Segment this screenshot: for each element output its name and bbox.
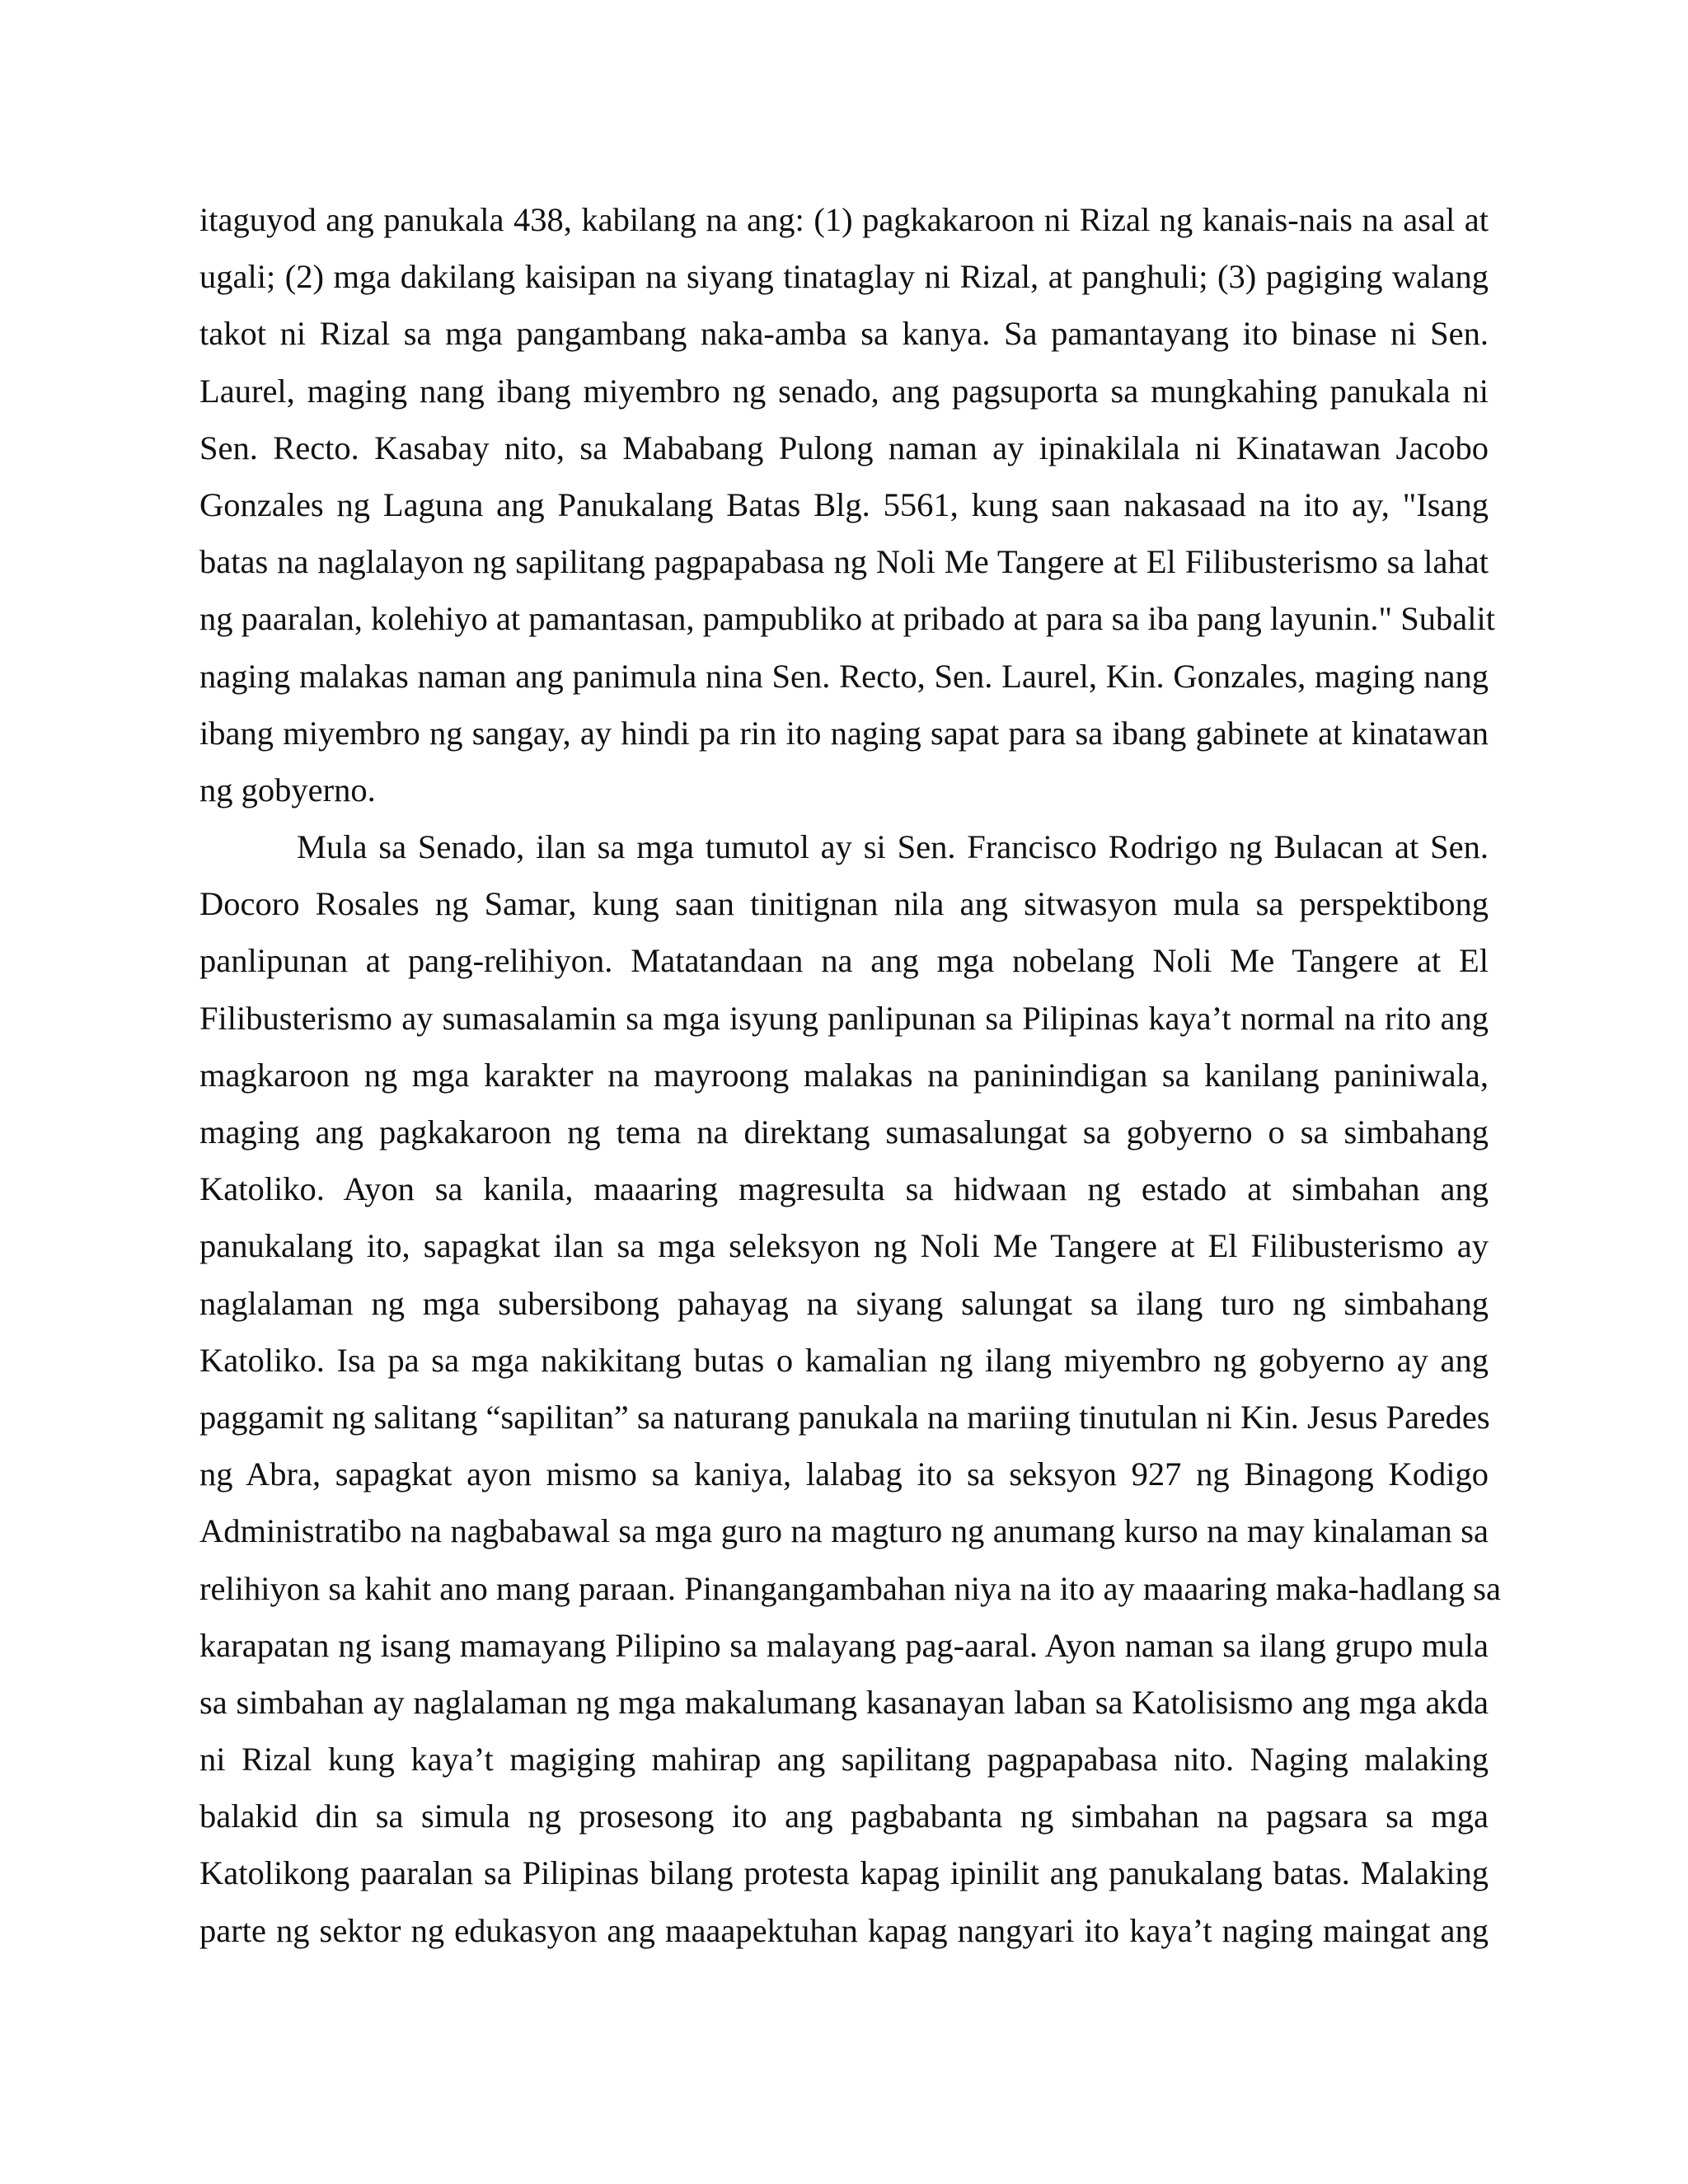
paragraph-2: [199, 818, 1501, 1959]
text-line: ng paaralan, kolehiyo at pamantasan, pampubliko at pribado at para sa iba pang layunin." Subalit: [199, 600, 1495, 638]
text-line: batas na naglalayon ng sapilitang pagpapabasa ng Noli Me Tangere at El Filibusterismo sa lahat: [199, 543, 1489, 581]
text-line: magkaroon ng mga karakter na mayroong malakas na paninindigan sa kanilang paniniwala,: [199, 1056, 1489, 1094]
text-line: ng Abra, sapagkat ayon mismo sa kaniya, lalabag ito sa seksyon 927 ng Binagong Kodigo: [199, 1455, 1489, 1493]
text-line: sa simbahan ay naglalaman ng mga makalumang kasanayan laban sa Katolisismo ang mga akda: [199, 1683, 1489, 1721]
text-line: panlipunan at pang-relihiyon. Matatandaan na ang mga nobelang Noli Me Tangere at El: [199, 942, 1489, 980]
text-line: Katoliko. Isa pa sa mga nakikitang butas o kamalian ng ilang miyembro ng gobyerno ay ang: [199, 1341, 1489, 1379]
text-line: naging malakas naman ang panimula nina Sen. Recto, Sen. Laurel, Kin. Gonzales, maging nang: [199, 657, 1489, 695]
text-line: ibang miyembro ng sangay, ay hindi pa rin ito naging sapat para sa ibang gabinete at kinatawan: [199, 714, 1489, 752]
text-line: Katolikong paaralan sa Pilipinas bilang protesta kapag ipinilit ang panukalang batas. Malaking: [199, 1854, 1489, 1892]
text-line: naglalaman ng mga subersibong pahayag na siyang salungat sa ilang turo ng simbahang: [199, 1284, 1489, 1322]
text-line: balakid din sa simula ng prosesong ito ang pagbabanta ng simbahan na pagsara sa mga: [199, 1797, 1489, 1835]
paragraph-1: [199, 191, 1495, 818]
text-line: Administratibo na nagbabawal sa mga guro na magturo ng anumang kurso na may kinalaman sa: [199, 1512, 1489, 1550]
text-line: Laurel, maging nang ibang miyembro ng senado, ang pagsuporta sa mungkahing panukala ni: [199, 372, 1489, 410]
text-line: Katoliko. Ayon sa kanila, maaaring magresulta sa hidwaan ng estado at simbahan ang: [199, 1170, 1489, 1208]
text-line: Docoro Rosales ng Samar, kung saan tinitignan nila ang sitwasyon mula sa perspektibong: [199, 885, 1489, 923]
text-line: ng gobyerno.: [199, 771, 376, 808]
text-line: ni Rizal kung kaya’t magiging mahirap ang sapilitang pagpapabasa nito. Naging malaking: [199, 1741, 1489, 1779]
text-line: maging ang pagkakaroon ng tema na direktang sumasalungat sa gobyerno o sa simbahang: [199, 1113, 1489, 1151]
text-line: ugali; (2) mga dakilang kaisipan na siyang tinataglay ni Rizal, at panghuli; (3) pagiging walang: [199, 258, 1489, 296]
text-line: takot ni Rizal sa mga pangambang naka-amba sa kanya. Sa pamantayang ito binase ni Sen.: [199, 315, 1489, 353]
text-line: panukalang ito, sapagkat ilan sa mga seleksyon ng Noli Me Tangere at El Filibusterismo ay: [199, 1227, 1489, 1265]
text-line: Sen. Recto. Kasabay nito, sa Mababang Pulong naman ay ipinakilala ni Kinatawan Jacobo: [199, 429, 1489, 466]
text-line: Gonzales ng Laguna ang Panukalang Batas Blg. 5561, kung saan nakasaad na ito ay, "Isang: [199, 485, 1489, 523]
body-text: [199, 191, 1501, 1959]
text-line: itaguyod ang panukala 438, kabilang na ang: (1) pagkakaroon ni Rizal ng kanais-nais na asal at: [199, 201, 1489, 238]
text-line: relihiyon sa kahit ano mang paraan. Pinangangambahan niya na ito ay maaaring maka-hadlang sa: [199, 1569, 1501, 1607]
text-line: karapatan ng isang mamayang Pilipino sa malayang pag-aaral. Ayon naman sa ilang grupo mula: [199, 1626, 1489, 1664]
text-line: paggamit ng salitang “sapilitan” sa naturang panukala na mariing tinutulan ni Kin. Jesus Paredes: [199, 1398, 1490, 1436]
text-line: Filibusterismo ay sumasalamin sa mga isyung panlipunan sa Pilipinas kaya’t normal na rito ang: [199, 999, 1489, 1037]
text-line: parte ng sektor ng edukasyon ang maaapektuhan kapag nangyari ito kaya’t naging maingat ang: [199, 1911, 1489, 1949]
text-line: Mula sa Senado, ilan sa mga tumutol ay si Sen. Francisco Rodrigo ng Bulacan at Sen.: [297, 828, 1489, 866]
